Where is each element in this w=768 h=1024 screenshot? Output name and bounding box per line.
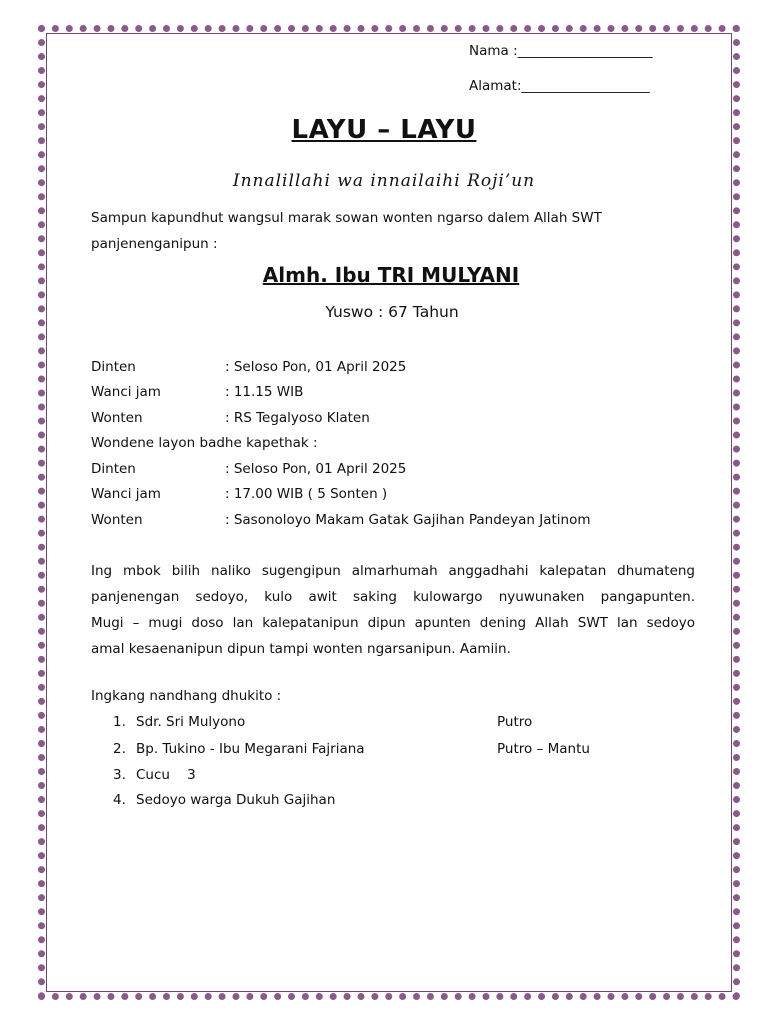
name-field-label: Nama :____________________ — [469, 43, 653, 59]
subtitle: Innalillahi wa innailaihi Roji’un — [232, 171, 536, 191]
burial-label: Wonten — [91, 512, 143, 528]
burial-label: Dinten — [91, 461, 136, 477]
family-member-name: Sedoyo warga Dukuh Gajihan — [136, 792, 336, 808]
intro-line-1: Sampun kapundhut wangsul marak sowan wonten ngarso dalem Allah SWT — [91, 210, 602, 226]
family-member-name: Sdr. Sri Mulyono — [136, 714, 246, 730]
family-number: 3. — [113, 767, 126, 783]
deceased-name: Almh. Ibu TRI MULYANI — [262, 263, 520, 287]
burial-value: : Seloso Pon, 01 April 2025 — [225, 461, 407, 477]
detail-label: Wanci jam — [91, 384, 161, 400]
burial-heading: Wondene layon badhe kapethak : — [91, 435, 318, 451]
family-number: 1. — [113, 714, 126, 730]
detail-label: Wonten — [91, 410, 143, 426]
message-line-1: Ing mbok bilih naliko sugengipun almarhumah anggadhahi kalepatan dhumateng — [91, 563, 695, 579]
burial-label: Wanci jam — [91, 486, 161, 502]
family-member-role: Putro — [497, 714, 533, 730]
family-member-name: Bp. Tukino - Ibu Megarani Fajriana — [136, 741, 365, 757]
message-line-2: panjenengan sedoyo, kulo awit saking kulowargo nyuwunaken pangapunten. — [91, 589, 695, 605]
detail-value: : RS Tegalyoso Klaten — [225, 410, 370, 426]
address-field-label: Alamat:___________________ — [469, 78, 650, 94]
burial-value: : Sasonoloyo Makam Gatak Gajihan Pandeyan Jatinom — [225, 512, 591, 528]
family-member-name: Cucu 3 — [136, 767, 196, 783]
message-line-3: Mugi – mugi doso lan kalepatanipun dipun apunten dening Allah SWT lan sedoyo — [91, 615, 695, 631]
family-heading: Ingkang nandhang dhukito : — [91, 688, 282, 704]
detail-label: Dinten — [91, 359, 136, 375]
family-number: 4. — [113, 792, 126, 808]
family-member-role: Putro – Mantu — [497, 741, 590, 757]
burial-value: : 17.00 WIB ( 5 Sonten ) — [225, 486, 388, 502]
family-number: 2. — [113, 741, 126, 757]
detail-value: : 11.15 WIB — [225, 384, 304, 400]
intro-line-2: panjenenganipun : — [91, 236, 218, 252]
message-line-4: amal kesaenanipun dipun tampi wonten ngarsanipun. Aamiin. — [91, 641, 511, 657]
detail-value: : Seloso Pon, 01 April 2025 — [225, 359, 407, 375]
page-title: LAYU – LAYU — [291, 115, 477, 145]
deceased-age: Yuswo : 67 Tahun — [325, 303, 459, 321]
